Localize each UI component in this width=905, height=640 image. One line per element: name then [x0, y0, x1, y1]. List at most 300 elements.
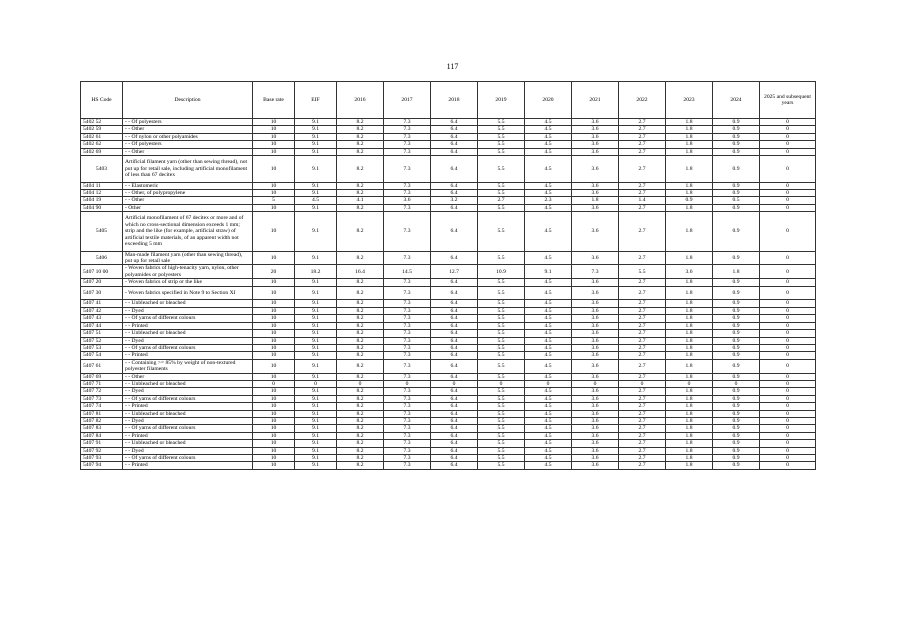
rate-cell: 0	[713, 380, 760, 387]
rate-cell: 5.5	[478, 447, 525, 454]
rate-cell: 8.2	[337, 417, 384, 424]
rate-cell: 9.1	[295, 212, 337, 251]
rate-cell: 0.9	[713, 462, 760, 469]
hs-code-cell: 5407 91	[81, 440, 123, 447]
rate-cell: 1.8	[666, 307, 713, 314]
rate-cell: 9.1	[295, 141, 337, 148]
rate-cell: 0	[760, 190, 816, 197]
rate-cell: 4.5	[525, 462, 572, 469]
rate-cell: 9.1	[295, 337, 337, 344]
rate-cell: 9.1	[295, 190, 337, 197]
rate-cell: 6.4	[431, 141, 478, 148]
description-cell: - - Printed	[123, 403, 253, 410]
table-row	[81, 352, 816, 359]
rate-cell: 0.9	[713, 251, 760, 265]
rate-cell: 4.5	[525, 344, 572, 351]
rate-cell: 6.4	[431, 300, 478, 307]
rate-cell: 0.9	[713, 212, 760, 251]
rate-cell: 2.7	[619, 447, 666, 454]
rate-cell: 0	[760, 432, 816, 439]
rate-cell: 6.4	[431, 395, 478, 402]
rate-cell: 1.8	[666, 141, 713, 148]
rate-cell: 10	[253, 440, 295, 447]
rate-cell: 1.8	[666, 315, 713, 322]
table-row	[81, 315, 816, 322]
rate-cell: 6.4	[431, 359, 478, 373]
rate-cell: 5.5	[478, 300, 525, 307]
table-row	[81, 190, 816, 197]
rate-cell: 5.5	[478, 373, 525, 380]
rate-cell: 9.1	[295, 315, 337, 322]
rate-cell: 4.5	[525, 251, 572, 265]
rate-cell: 7.3	[384, 133, 431, 140]
rate-cell: 7.3	[384, 462, 431, 469]
rate-cell: 0	[760, 344, 816, 351]
description-cell: - - Unbleached or bleached	[123, 380, 253, 387]
table-row	[81, 337, 816, 344]
rate-cell: 1.8	[666, 322, 713, 329]
rate-cell: 9.1	[295, 330, 337, 337]
rate-cell: 4.5	[525, 403, 572, 410]
table-row	[81, 462, 816, 469]
tariff-schedule-table	[80, 81, 816, 470]
rate-cell: 5.5	[478, 204, 525, 211]
rate-cell: 10	[253, 286, 295, 300]
header-2020: 2020	[525, 82, 572, 119]
rate-cell: 6.4	[431, 212, 478, 251]
rate-cell: 7.3	[384, 352, 431, 359]
rate-cell: 0	[760, 133, 816, 140]
rate-cell: 0	[760, 425, 816, 432]
rate-cell: 0	[431, 380, 478, 387]
rate-cell: 8.2	[337, 388, 384, 395]
description-cell: - - Dyed	[123, 447, 253, 454]
rate-cell: 10	[253, 126, 295, 133]
rate-cell: 1.8	[666, 395, 713, 402]
header-hs-code: HS Code	[81, 82, 123, 119]
rate-cell: 4.5	[525, 190, 572, 197]
rate-cell: 9.1	[295, 417, 337, 424]
rate-cell: 8.2	[337, 359, 384, 373]
description-cell: - - Other	[123, 373, 253, 380]
hs-code-cell: 5407 20	[81, 279, 123, 286]
rate-cell: 3.6	[572, 447, 619, 454]
rate-cell: 0.9	[713, 373, 760, 380]
hs-code-cell: 5407 43	[81, 315, 123, 322]
rate-cell: 9.1	[295, 156, 337, 183]
rate-cell: 6.4	[431, 322, 478, 329]
rate-cell: 8.2	[337, 133, 384, 140]
rate-cell: 6.4	[431, 330, 478, 337]
rate-cell: 5.5	[478, 286, 525, 300]
rate-cell: 3.6	[572, 133, 619, 140]
description-cell: - - Other, of polypropylene	[123, 190, 253, 197]
hs-code-cell: 5407 51	[81, 330, 123, 337]
rate-cell: 8.2	[337, 373, 384, 380]
table-row	[81, 380, 816, 387]
rate-cell: 7.3	[384, 300, 431, 307]
rate-cell: 6.4	[431, 119, 478, 126]
rate-cell: 8.2	[337, 251, 384, 265]
rate-cell: 4.5	[525, 440, 572, 447]
rate-cell: 3.6	[572, 322, 619, 329]
rate-cell: 3.6	[572, 251, 619, 265]
rate-cell: 0.9	[713, 432, 760, 439]
hs-code-cell: 5407 82	[81, 417, 123, 424]
rate-cell: 6.4	[431, 204, 478, 211]
rate-cell: 10	[253, 190, 295, 197]
description-cell: Artificial filament yarn (other than sewing thread), not put up for retail sale, including artificial monofilament of less than 67 decitex	[123, 156, 253, 183]
rate-cell: 3.2	[431, 197, 478, 204]
rate-cell: 5.5	[478, 432, 525, 439]
rate-cell: 2.7	[619, 440, 666, 447]
rate-cell: 0	[760, 197, 816, 204]
rate-cell: 9.1	[295, 410, 337, 417]
rate-cell: 9.1	[295, 447, 337, 454]
rate-cell: 5.5	[478, 251, 525, 265]
rate-cell: 0.9	[713, 315, 760, 322]
rate-cell: 9.1	[295, 126, 337, 133]
rate-cell: 0.9	[713, 126, 760, 133]
rate-cell: 1.8	[666, 403, 713, 410]
hs-code-cell: 5405	[81, 212, 123, 251]
rate-cell: 6.4	[431, 148, 478, 155]
rate-cell: 7.3	[384, 417, 431, 424]
rate-cell: 7.3	[384, 204, 431, 211]
rate-cell: 0	[760, 440, 816, 447]
rate-cell: 10	[253, 359, 295, 373]
rate-cell: 3.6	[572, 440, 619, 447]
rate-cell: 0.9	[713, 204, 760, 211]
rate-cell: 10	[253, 337, 295, 344]
rate-cell: 1.8	[666, 133, 713, 140]
rate-cell: 2.7	[619, 307, 666, 314]
rate-cell: 5.5	[478, 148, 525, 155]
hs-code-cell: 5407 10 00	[81, 265, 123, 279]
table-row	[81, 403, 816, 410]
rate-cell: 0	[525, 380, 572, 387]
table-row	[81, 141, 816, 148]
rate-cell: 5.5	[478, 315, 525, 322]
description-cell: - Woven fabrics of high-tenacity yarn, nylon, other polyamides or polyesters	[123, 265, 253, 279]
rate-cell: 1.8	[666, 447, 713, 454]
rate-cell: 1.8	[666, 432, 713, 439]
rate-cell: 8.2	[337, 315, 384, 322]
hs-code-cell: 5402 62	[81, 141, 123, 148]
rate-cell: 1.8	[666, 373, 713, 380]
description-cell: - Woven fabrics of strip or the like	[123, 279, 253, 286]
rate-cell: 8.2	[337, 279, 384, 286]
rate-cell: 6.4	[431, 462, 478, 469]
rate-cell: 0.9	[713, 388, 760, 395]
rate-cell: 0.9	[713, 417, 760, 424]
rate-cell: 7.3	[384, 322, 431, 329]
rate-cell: 0	[478, 380, 525, 387]
rate-cell: 1.8	[666, 425, 713, 432]
rate-cell: 1.8	[572, 197, 619, 204]
rate-cell: 3.6	[572, 455, 619, 462]
table-row	[81, 197, 816, 204]
header-2016: 2016	[337, 82, 384, 119]
description-cell: - - Unbleached or bleached	[123, 300, 253, 307]
rate-cell: 4.5	[525, 182, 572, 189]
table-row	[81, 388, 816, 395]
rate-cell: 18.2	[295, 265, 337, 279]
rate-cell: 4.5	[525, 279, 572, 286]
rate-cell: 8.2	[337, 440, 384, 447]
rate-cell: 0	[760, 380, 816, 387]
rate-cell: 0	[337, 380, 384, 387]
rate-cell: 7.3	[384, 432, 431, 439]
rate-cell: 3.6	[572, 344, 619, 351]
rate-cell: 7.3	[384, 251, 431, 265]
rate-cell: 1.8	[666, 352, 713, 359]
table-row	[81, 359, 816, 373]
table-row	[81, 395, 816, 402]
rate-cell: 9.1	[295, 462, 337, 469]
rate-cell: 6.4	[431, 447, 478, 454]
description-cell: - - Other	[123, 197, 253, 204]
rate-cell: 8.2	[337, 403, 384, 410]
description-cell: - - Other	[123, 148, 253, 155]
rate-cell: 9.1	[295, 395, 337, 402]
rate-cell: 0	[760, 395, 816, 402]
rate-cell: 2.7	[619, 410, 666, 417]
rate-cell: 2.7	[619, 403, 666, 410]
rate-cell: 0.9	[713, 359, 760, 373]
table-row	[81, 300, 816, 307]
rate-cell: 2.7	[619, 148, 666, 155]
rate-cell: 5.5	[478, 462, 525, 469]
rate-cell: 7.3	[384, 190, 431, 197]
rate-cell: 4.5	[525, 156, 572, 183]
rate-cell: 2.7	[619, 395, 666, 402]
rate-cell: 8.2	[337, 286, 384, 300]
rate-cell: 3.6	[572, 126, 619, 133]
rate-cell: 10	[253, 133, 295, 140]
table-row	[81, 265, 816, 279]
rate-cell: 2.7	[619, 337, 666, 344]
rate-cell: 3.6	[572, 182, 619, 189]
rate-cell: 6.4	[431, 455, 478, 462]
rate-cell: 10	[253, 352, 295, 359]
rate-cell: 5.5	[478, 182, 525, 189]
rate-cell: 6.4	[431, 133, 478, 140]
rate-cell: 10	[253, 447, 295, 454]
rate-cell: 3.6	[572, 395, 619, 402]
rate-cell: 1.8	[666, 212, 713, 251]
rate-cell: 10	[253, 307, 295, 314]
table-row	[81, 251, 816, 265]
rate-cell: 1.8	[666, 359, 713, 373]
rate-cell: 6.4	[431, 286, 478, 300]
rate-cell: 10	[253, 315, 295, 322]
rate-cell: 1.8	[666, 344, 713, 351]
hs-code-cell: 5404 12	[81, 190, 123, 197]
rate-cell: 5.5	[478, 425, 525, 432]
rate-cell: 4.5	[525, 432, 572, 439]
rate-cell: 10	[253, 403, 295, 410]
hs-code-cell: 5403	[81, 156, 123, 183]
rate-cell: 10	[253, 300, 295, 307]
rate-cell: 0.9	[713, 300, 760, 307]
header-2024: 2024	[713, 82, 760, 119]
rate-cell: 8.2	[337, 455, 384, 462]
rate-cell: 1.8	[666, 126, 713, 133]
rate-cell: 10	[253, 322, 295, 329]
rate-cell: 0	[666, 380, 713, 387]
rate-cell: 7.3	[572, 265, 619, 279]
rate-cell: 6.4	[431, 373, 478, 380]
rate-cell: 0	[760, 204, 816, 211]
header-2025-and-subsequent: 2025 and subsequent years	[760, 82, 816, 119]
description-cell: - Woven fabrics specified in Note 9 to Section XI	[123, 286, 253, 300]
rate-cell: 8.2	[337, 425, 384, 432]
rate-cell: 4.5	[525, 337, 572, 344]
rate-cell: 5.5	[478, 126, 525, 133]
table-row	[81, 148, 816, 155]
table-row	[81, 133, 816, 140]
rate-cell: 9.1	[295, 300, 337, 307]
rate-cell: 7.3	[384, 148, 431, 155]
rate-cell: 10	[253, 119, 295, 126]
rate-cell: 3.6	[572, 190, 619, 197]
rate-cell: 7.3	[384, 156, 431, 183]
rate-cell: 0	[760, 447, 816, 454]
hs-code-cell: 5402 69	[81, 148, 123, 155]
rate-cell: 2.7	[619, 344, 666, 351]
rate-cell: 2.7	[619, 279, 666, 286]
rate-cell: 1.8	[666, 337, 713, 344]
rate-cell: 8.2	[337, 410, 384, 417]
hs-code-cell: 5407 92	[81, 447, 123, 454]
description-cell: - - Elastomeric	[123, 182, 253, 189]
table-row	[81, 373, 816, 380]
rate-cell: 0	[760, 352, 816, 359]
rate-cell: 0	[760, 403, 816, 410]
rate-cell: 0	[253, 380, 295, 387]
rate-cell: 3.6	[572, 425, 619, 432]
rate-cell: 8.2	[337, 182, 384, 189]
description-cell: - Other	[123, 204, 253, 211]
rate-cell: 3.6	[572, 156, 619, 183]
rate-cell: 8.2	[337, 119, 384, 126]
rate-cell: 0	[760, 330, 816, 337]
rate-cell: 6.4	[431, 403, 478, 410]
rate-cell: 10	[253, 455, 295, 462]
hs-code-cell: 5407 69	[81, 373, 123, 380]
rate-cell: 10	[253, 388, 295, 395]
rate-cell: 0	[760, 265, 816, 279]
rate-cell: 9.1	[295, 182, 337, 189]
hs-code-cell: 5407 73	[81, 395, 123, 402]
rate-cell: 8.2	[337, 352, 384, 359]
rate-cell: 5.5	[478, 279, 525, 286]
rate-cell: 6.4	[431, 126, 478, 133]
rate-cell: 7.3	[384, 315, 431, 322]
rate-cell: 7.3	[384, 388, 431, 395]
rate-cell: 2.3	[525, 197, 572, 204]
rate-cell: 2.7	[619, 156, 666, 183]
hs-code-cell: 5407 41	[81, 300, 123, 307]
rate-cell: 0	[619, 380, 666, 387]
rate-cell: 6.4	[431, 337, 478, 344]
rate-cell: 0	[384, 380, 431, 387]
hs-code-cell: 5407 93	[81, 455, 123, 462]
description-cell: - - Of yarns of different colours	[123, 455, 253, 462]
rate-cell: 10	[253, 148, 295, 155]
hs-code-cell: 5407 54	[81, 352, 123, 359]
rate-cell: 4.5	[525, 119, 572, 126]
rate-cell: 0	[295, 380, 337, 387]
rate-cell: 0	[760, 286, 816, 300]
rate-cell: 5.5	[478, 352, 525, 359]
hs-code-cell: 5407 84	[81, 432, 123, 439]
rate-cell: 0	[760, 462, 816, 469]
rate-cell: 10	[253, 425, 295, 432]
rate-cell: 4.5	[525, 455, 572, 462]
rate-cell: 2.7	[619, 141, 666, 148]
rate-cell: 1.8	[666, 190, 713, 197]
rate-cell: 10	[253, 410, 295, 417]
rate-cell: 8.2	[337, 300, 384, 307]
rate-cell: 0.9	[713, 330, 760, 337]
table-row	[81, 440, 816, 447]
rate-cell: 2.7	[619, 315, 666, 322]
rate-cell: 0.9	[713, 425, 760, 432]
rate-cell: 3.6	[572, 307, 619, 314]
rate-cell: 8.2	[337, 156, 384, 183]
rate-cell: 0	[760, 148, 816, 155]
rate-cell: 6.4	[431, 156, 478, 183]
rate-cell: 5.5	[478, 417, 525, 424]
description-cell: - - Unbleached or bleached	[123, 330, 253, 337]
rate-cell: 9.1	[295, 352, 337, 359]
rate-cell: 4.5	[525, 286, 572, 300]
rate-cell: 0.9	[713, 395, 760, 402]
rate-cell: 1.8	[666, 455, 713, 462]
hs-code-cell: 5402 59	[81, 126, 123, 133]
rate-cell: 4.5	[525, 330, 572, 337]
rate-cell: 3.6	[572, 330, 619, 337]
rate-cell: 3.6	[572, 300, 619, 307]
header-2021: 2021	[572, 82, 619, 119]
rate-cell: 9.1	[295, 148, 337, 155]
rate-cell: 5.5	[478, 156, 525, 183]
rate-cell: 10	[253, 251, 295, 265]
rate-cell: 0.9	[713, 133, 760, 140]
rate-cell: 4.5	[525, 395, 572, 402]
rate-cell: 9.1	[295, 388, 337, 395]
hs-code-cell: 5407 30	[81, 286, 123, 300]
rate-cell: 9.1	[295, 251, 337, 265]
rate-cell: 1.8	[666, 462, 713, 469]
rate-cell: 5.5	[478, 455, 525, 462]
header-eif: EIF	[295, 82, 337, 119]
rate-cell: 0	[760, 156, 816, 183]
rate-cell: 7.3	[384, 330, 431, 337]
rate-cell: 2.7	[619, 417, 666, 424]
rate-cell: 0	[760, 373, 816, 380]
description-cell: - - Of polyesters	[123, 141, 253, 148]
rate-cell: 3.6	[572, 279, 619, 286]
table-row	[81, 156, 816, 183]
rate-cell: 0	[760, 279, 816, 286]
rate-cell: 4.5	[525, 307, 572, 314]
rate-cell: 0	[760, 141, 816, 148]
rate-cell: 9.1	[295, 432, 337, 439]
rate-cell: 5.5	[478, 322, 525, 329]
